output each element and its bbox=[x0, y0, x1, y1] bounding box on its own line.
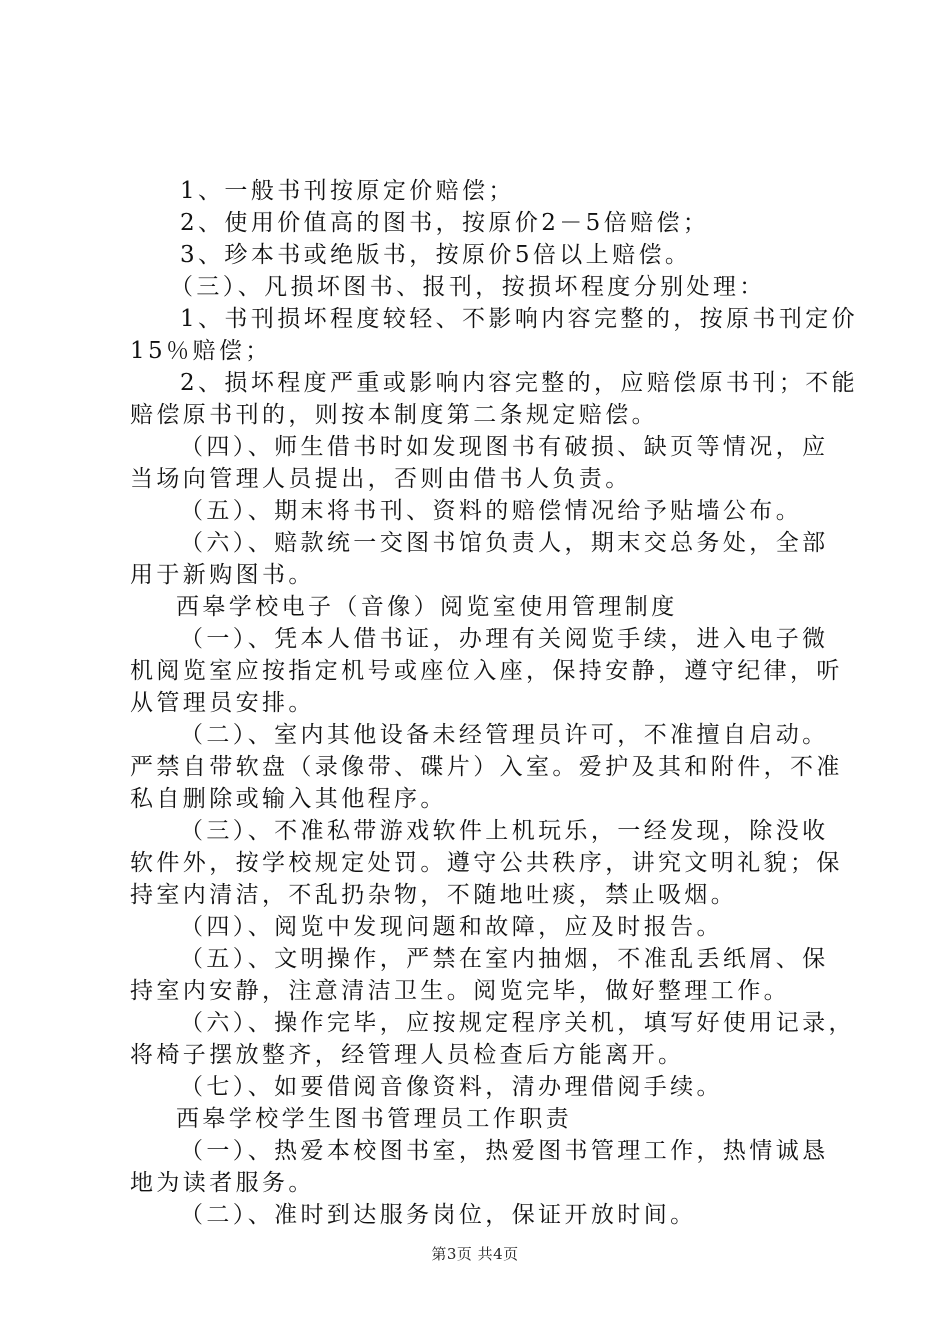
text-line: 当场向管理人员提出，否则由借书人负责。 bbox=[130, 466, 632, 492]
text-line: （二）、室内其他设备未经管理员许可，不准擅自启动。 bbox=[180, 722, 829, 748]
section-heading: 西皋学校电子（音像）阅览室使用管理制度 bbox=[176, 594, 678, 620]
text-line: 严禁自带软盘（录像带、碟片）入室。爱护及其和附件，不准 bbox=[130, 754, 843, 780]
text-line: （四）、阅览中发现问题和故障，应及时报告。 bbox=[180, 914, 723, 940]
text-line: 持室内清洁，不乱扔杂物，不随地吐痰，禁止吸烟。 bbox=[130, 882, 738, 908]
text-line: 私自删除或输入其他程序。 bbox=[130, 786, 447, 812]
text-line: （六）、操作完毕，应按规定程序关机，填写好使用记录， bbox=[180, 1010, 855, 1036]
text-line: 持室内安静，注意清洁卫生。阅览完毕，做好整理工作。 bbox=[130, 978, 790, 1004]
text-line: （七）、如要借阅音像资料，清办理借阅手续。 bbox=[180, 1074, 723, 1100]
text-line: 将椅子摆放整齐，经管理人员检查后方能离开。 bbox=[130, 1042, 685, 1068]
text-line: 1、书刊损坏程度较轻、不影响内容完整的，按原书刊定价 bbox=[180, 306, 859, 332]
text-line: 机阅览室应按指定机号或座位入座，保持安静，遵守纪律，听 bbox=[130, 658, 843, 684]
text-line: （一）、凭本人借书证，办理有关阅览手续，进入电子微 bbox=[180, 626, 829, 652]
text-line: （五）、期末将书刊、资料的赔偿情况给予贴墙公布。 bbox=[180, 498, 803, 524]
text-line: 赔偿原书刊的，则按本制度第二条规定赔偿。 bbox=[130, 402, 658, 428]
text-line: 15％赔偿； bbox=[130, 338, 272, 364]
text-line: （四）、师生借书时如发现图书有破损、缺页等情况，应 bbox=[180, 434, 829, 460]
text-line: 用于新购图书。 bbox=[130, 562, 315, 588]
text-line: 2、损坏程度严重或影响内容完整的，应赔偿原书刊；不能 bbox=[180, 370, 859, 396]
text-line: 3、珍本书或绝版书，按原价5倍以上赔偿。 bbox=[180, 242, 692, 268]
text-line: 软件外，按学校规定处罚。遵守公共秩序，讲究文明礼貌；保 bbox=[130, 850, 843, 876]
text-line: （二）、准时到达服务岗位，保证开放时间。 bbox=[180, 1202, 697, 1228]
text-line: 从管理员安排。 bbox=[130, 690, 315, 716]
text-line: （三）、不准私带游戏软件上机玩乐，一经发现，除没收 bbox=[180, 818, 829, 844]
text-line: （六）、赔款统一交图书馆负责人，期末交总务处，全部 bbox=[180, 530, 829, 556]
text-line: 地为读者服务。 bbox=[130, 1170, 315, 1196]
text-line: 1、一般书刊按原定价赔偿； bbox=[180, 178, 515, 204]
section-heading: 西皋学校学生图书管理员工作职责 bbox=[176, 1106, 572, 1132]
page-number: 第3页 共4页 bbox=[431, 1245, 519, 1263]
text-line: 2、使用价值高的图书，按原价2－5倍赔偿； bbox=[180, 210, 710, 236]
text-line: （五）、文明操作，严禁在室内抽烟，不准乱丢纸屑、保 bbox=[180, 946, 829, 972]
text-line: （三）、凡损坏图书、报刊，按损坏程度分别处理： bbox=[170, 274, 766, 300]
text-line: （一）、热爱本校图书室，热爱图书管理工作，热情诚恳 bbox=[180, 1138, 829, 1164]
